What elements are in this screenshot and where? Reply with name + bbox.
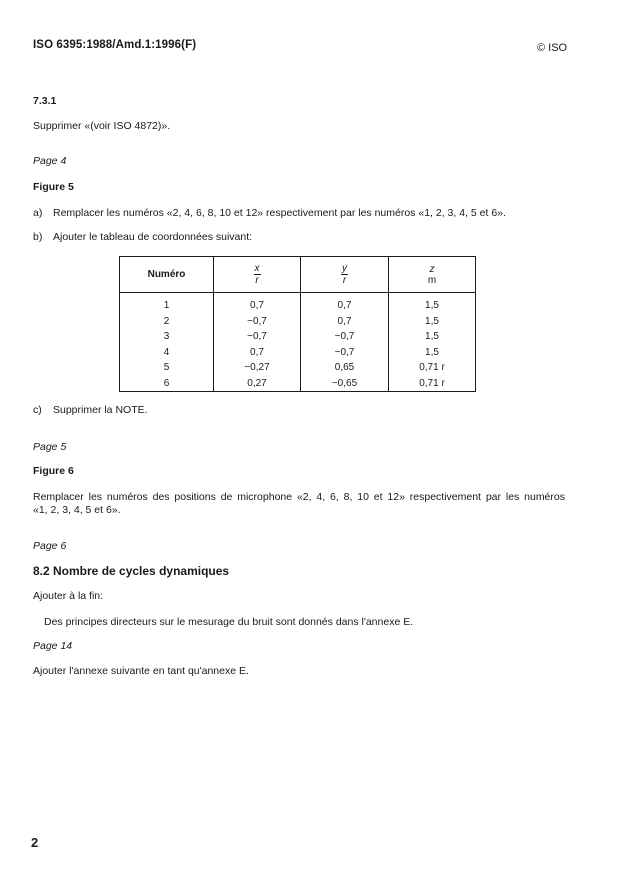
clause-heading-7-3-1: 7.3.1 [33,95,57,107]
page-6-label: Page 6 [33,540,67,552]
copyright-notice: © ISO [537,42,568,54]
cell-z: 1,5 [425,331,439,343]
cell-z: 1,5 [425,346,439,358]
section-8-2-instruction: Ajouter à la fin: [33,590,104,602]
table-row [120,376,476,392]
cell-z: 1,5 [425,300,439,312]
cell-x: −0,7 [214,329,301,345]
page-number: 2 [31,835,39,850]
section-8-2-added-text: Des principes directeurs sur le mesurage du bruit sont donnés dans l'annexe E. [44,616,414,628]
cell-x: 0,27 [214,376,301,392]
cell-x: −0,27 [214,360,301,376]
cell-x: −0,7 [214,314,301,330]
cell-numero: 5 [120,360,214,376]
table-row [120,293,476,314]
cell-x: 0,7 [214,293,301,314]
item-c-text: Supprimer la NOTE. [53,404,148,416]
column-header-x [214,257,301,293]
cell-numero: 4 [120,345,214,361]
table-header-row [120,257,476,293]
cell-z: 0,71 r [419,362,445,374]
table-row [120,329,476,345]
item-a-text: Remplacer les numéros «2, 4, 6, 8, 10 et 12» respectivement par les numéros «1, 2, 3, 4, 5 et 6». [53,207,506,219]
x-numerator: x [254,263,260,274]
table-row [120,360,476,376]
table-row [120,314,476,330]
item-b-marker: b) [33,231,43,243]
column-header-numero: Numéro [120,257,214,293]
y-denominator: r [342,275,347,286]
z-variable: z [429,263,435,275]
coordinates-table [119,256,476,392]
clause-7-3-1-text: Supprimer «(voir ISO 4872)». [33,120,171,132]
document-identifier: ISO 6395:1988/Amd.1:1996(F) [33,39,197,51]
column-header-z [389,257,476,293]
cell-y: −0,7 [301,345,389,361]
section-8-2-heading: 8.2 Nombre de cycles dynamiques [33,564,230,578]
page-14-label: Page 14 [33,640,73,652]
item-c-marker: c) [33,404,42,416]
cell-y: −0,65 [301,376,389,392]
item-a-marker: a) [33,207,43,219]
cell-y: 0,7 [301,314,389,330]
cell-z: 0,71 r [419,377,445,389]
table-row [120,345,476,361]
cell-y: 0,65 [301,360,389,376]
cell-numero: 1 [120,293,214,314]
cell-z: 1,5 [425,315,439,327]
figure-5-heading: Figure 5 [33,181,74,193]
page-4-label: Page 4 [33,155,67,167]
cell-x: 0,7 [214,345,301,361]
cell-y: −0,7 [301,329,389,345]
cell-numero: 2 [120,314,214,330]
cell-numero: 3 [120,329,214,345]
page-14-text: Ajouter l'annexe suivante en tant qu'annexe E. [33,665,249,677]
z-unit: m [427,274,437,286]
cell-numero: 6 [120,376,214,392]
cell-y: 0,7 [301,293,389,314]
y-numerator: y [342,263,347,274]
page-5-label: Page 5 [33,441,67,453]
figure-6-text-line-1: Remplacer les numéros des positions de microphone «2, 4, 6, 8, 10 et 12» respectivement par les numéros [33,491,565,503]
column-header-y [301,257,389,293]
x-denominator: r [255,275,259,286]
item-b-text: Ajouter le tableau de coordonnées suivant: [53,231,253,243]
figure-6-text-line-2: «1, 2, 3, 4, 5 et 6». [33,504,121,516]
figure-6-heading: Figure 6 [33,465,74,477]
